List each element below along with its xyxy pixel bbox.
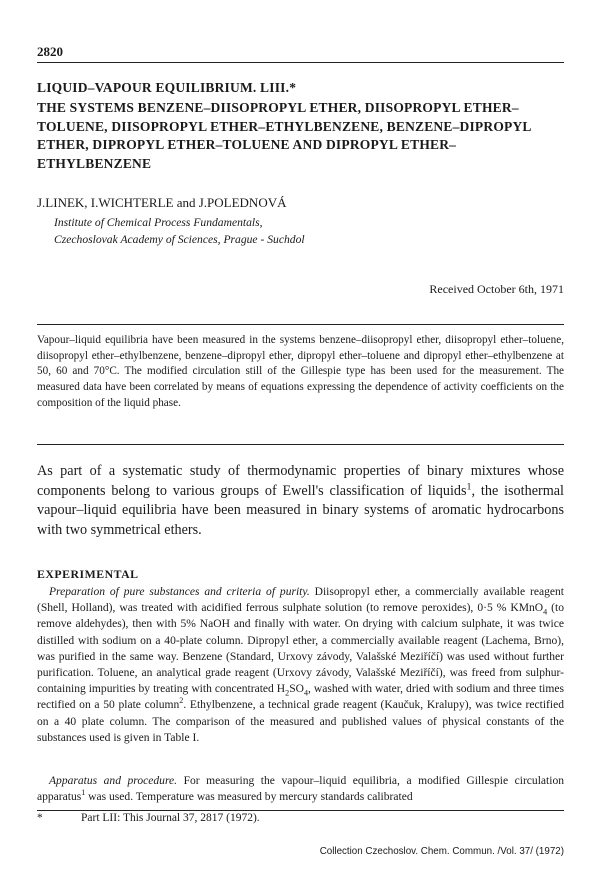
section-heading: EXPERIMENTAL [37, 567, 139, 581]
footnote-text: Part LII: This Journal 37, 2817 (1972). [81, 812, 260, 824]
footnote-rule [37, 810, 564, 811]
abstract: Vapour–liquid equilibria have been measured in the systems benzene–diisopropyl ether, diisopropyl ether–toluene, diisopropyl ether–ethylbenzene, benzene–dipropyl ether, dipropyl ether–toluene and dipropyl ether–ethylbenzene at 50, 60 and 70°C. The modified circulation still of the Gillespie type has been used for the measurement. The measured data have been correlated by means of equations expressing the dependence of activity coefficients on the composition of the liquid phase. [37, 334, 564, 409]
received-date: Received October 6th, 1971 [429, 282, 564, 296]
reference-mark: 1 [466, 480, 472, 492]
abstract-top-rule [37, 324, 564, 325]
affiliation-line-1: Institute of Chemical Process Fundamentals, [54, 216, 263, 229]
paragraph-lead: Preparation of pure substances and criteria of purity. [49, 586, 310, 598]
reference-mark: 1 [81, 788, 86, 798]
page-number: 2820 [37, 44, 63, 59]
series-title: LIQUID–VAPOUR EQUILIBRIUM. LIII.* [37, 80, 297, 95]
article-title: THE SYSTEMS BENZENE–DIISOPROPYL ETHER, DIISOPROPYL ETHER–TOLUENE, DIISOPROPYL ETHER–ETHYLBENZENE, BENZENE–DIPROPYL ETHER, DIPROPYL ETHER–TOLUENE AND DIPROPYL ETHER–ETHYLBENZENE [37, 100, 531, 171]
footnote-marker: * [37, 812, 43, 824]
paragraph-lead: Apparatus and procedure. [49, 775, 178, 787]
intro-paragraph: As part of a systematic study of thermodynamic properties of binary mixtures whose components belong to various groups of Ewell's classification of liquids$^1$, the isothermal vapour–liquid equilibria have been measured in binary systems of aromatic hydrocarbons with two symmetrical ethers. [37, 463, 564, 538]
journal-citation: Collection Czechoslov. Chem. Commun. /Vol. 37/ (1972) [319, 846, 564, 857]
paragraph-apparatus: Apparatus and procedure. For measuring the vapour–liquid equilibria, a modified Gillespie circulation apparatus$^1$ was used. Temperature was measured by mercury standards calibrated [37, 775, 564, 804]
affiliation [54, 215, 305, 248]
authors: J.LINEK, I.WICHTERLE and J.POLEDNOVÁ [37, 195, 287, 210]
footnote [37, 812, 260, 824]
paragraph-pure-substances: Preparation of pure substances and criteria of purity. Diisopropyl ether, a commercially available reagent (Shell, Holland), was treated with acidified ferrous sulphate solution (to remove peroxides), 0·5 % KMnO$_4$ (to remove aldehydes), then with 5% NaOH and finally with water. On drying with calcium sulphate, it was twice distilled with sodium on a 40-plate column. Dipropyl ether, a commercially available reagent (Lachema, Brno), was purified in the same way. Benzene (Standard, Urxovy závody, Valašské Meziříčí) was used without further purification. Toluene, an analytical grade reagent (Urxovy závody, Valašské Meziříčí), was freed from sulphur-containing impurities by treating with concentrated $H_2SO_4$, washed with water, dried with sodium and three times rectified on a 50 plate column$^2$. Ethylbenzene, a technical grade reagent (Kaučuk, Kralupy), was twice rectified on a 40 plate column. The comparison of the measured and published values of physical constants of the substances used is given in Table I. [37, 586, 564, 744]
header-rule [37, 62, 564, 63]
reference-mark: 2 [179, 696, 184, 706]
abstract-bottom-rule [37, 444, 564, 445]
affiliation-line-2: Czechoslovak Academy of Sciences, Prague - Suchdol [54, 232, 305, 246]
